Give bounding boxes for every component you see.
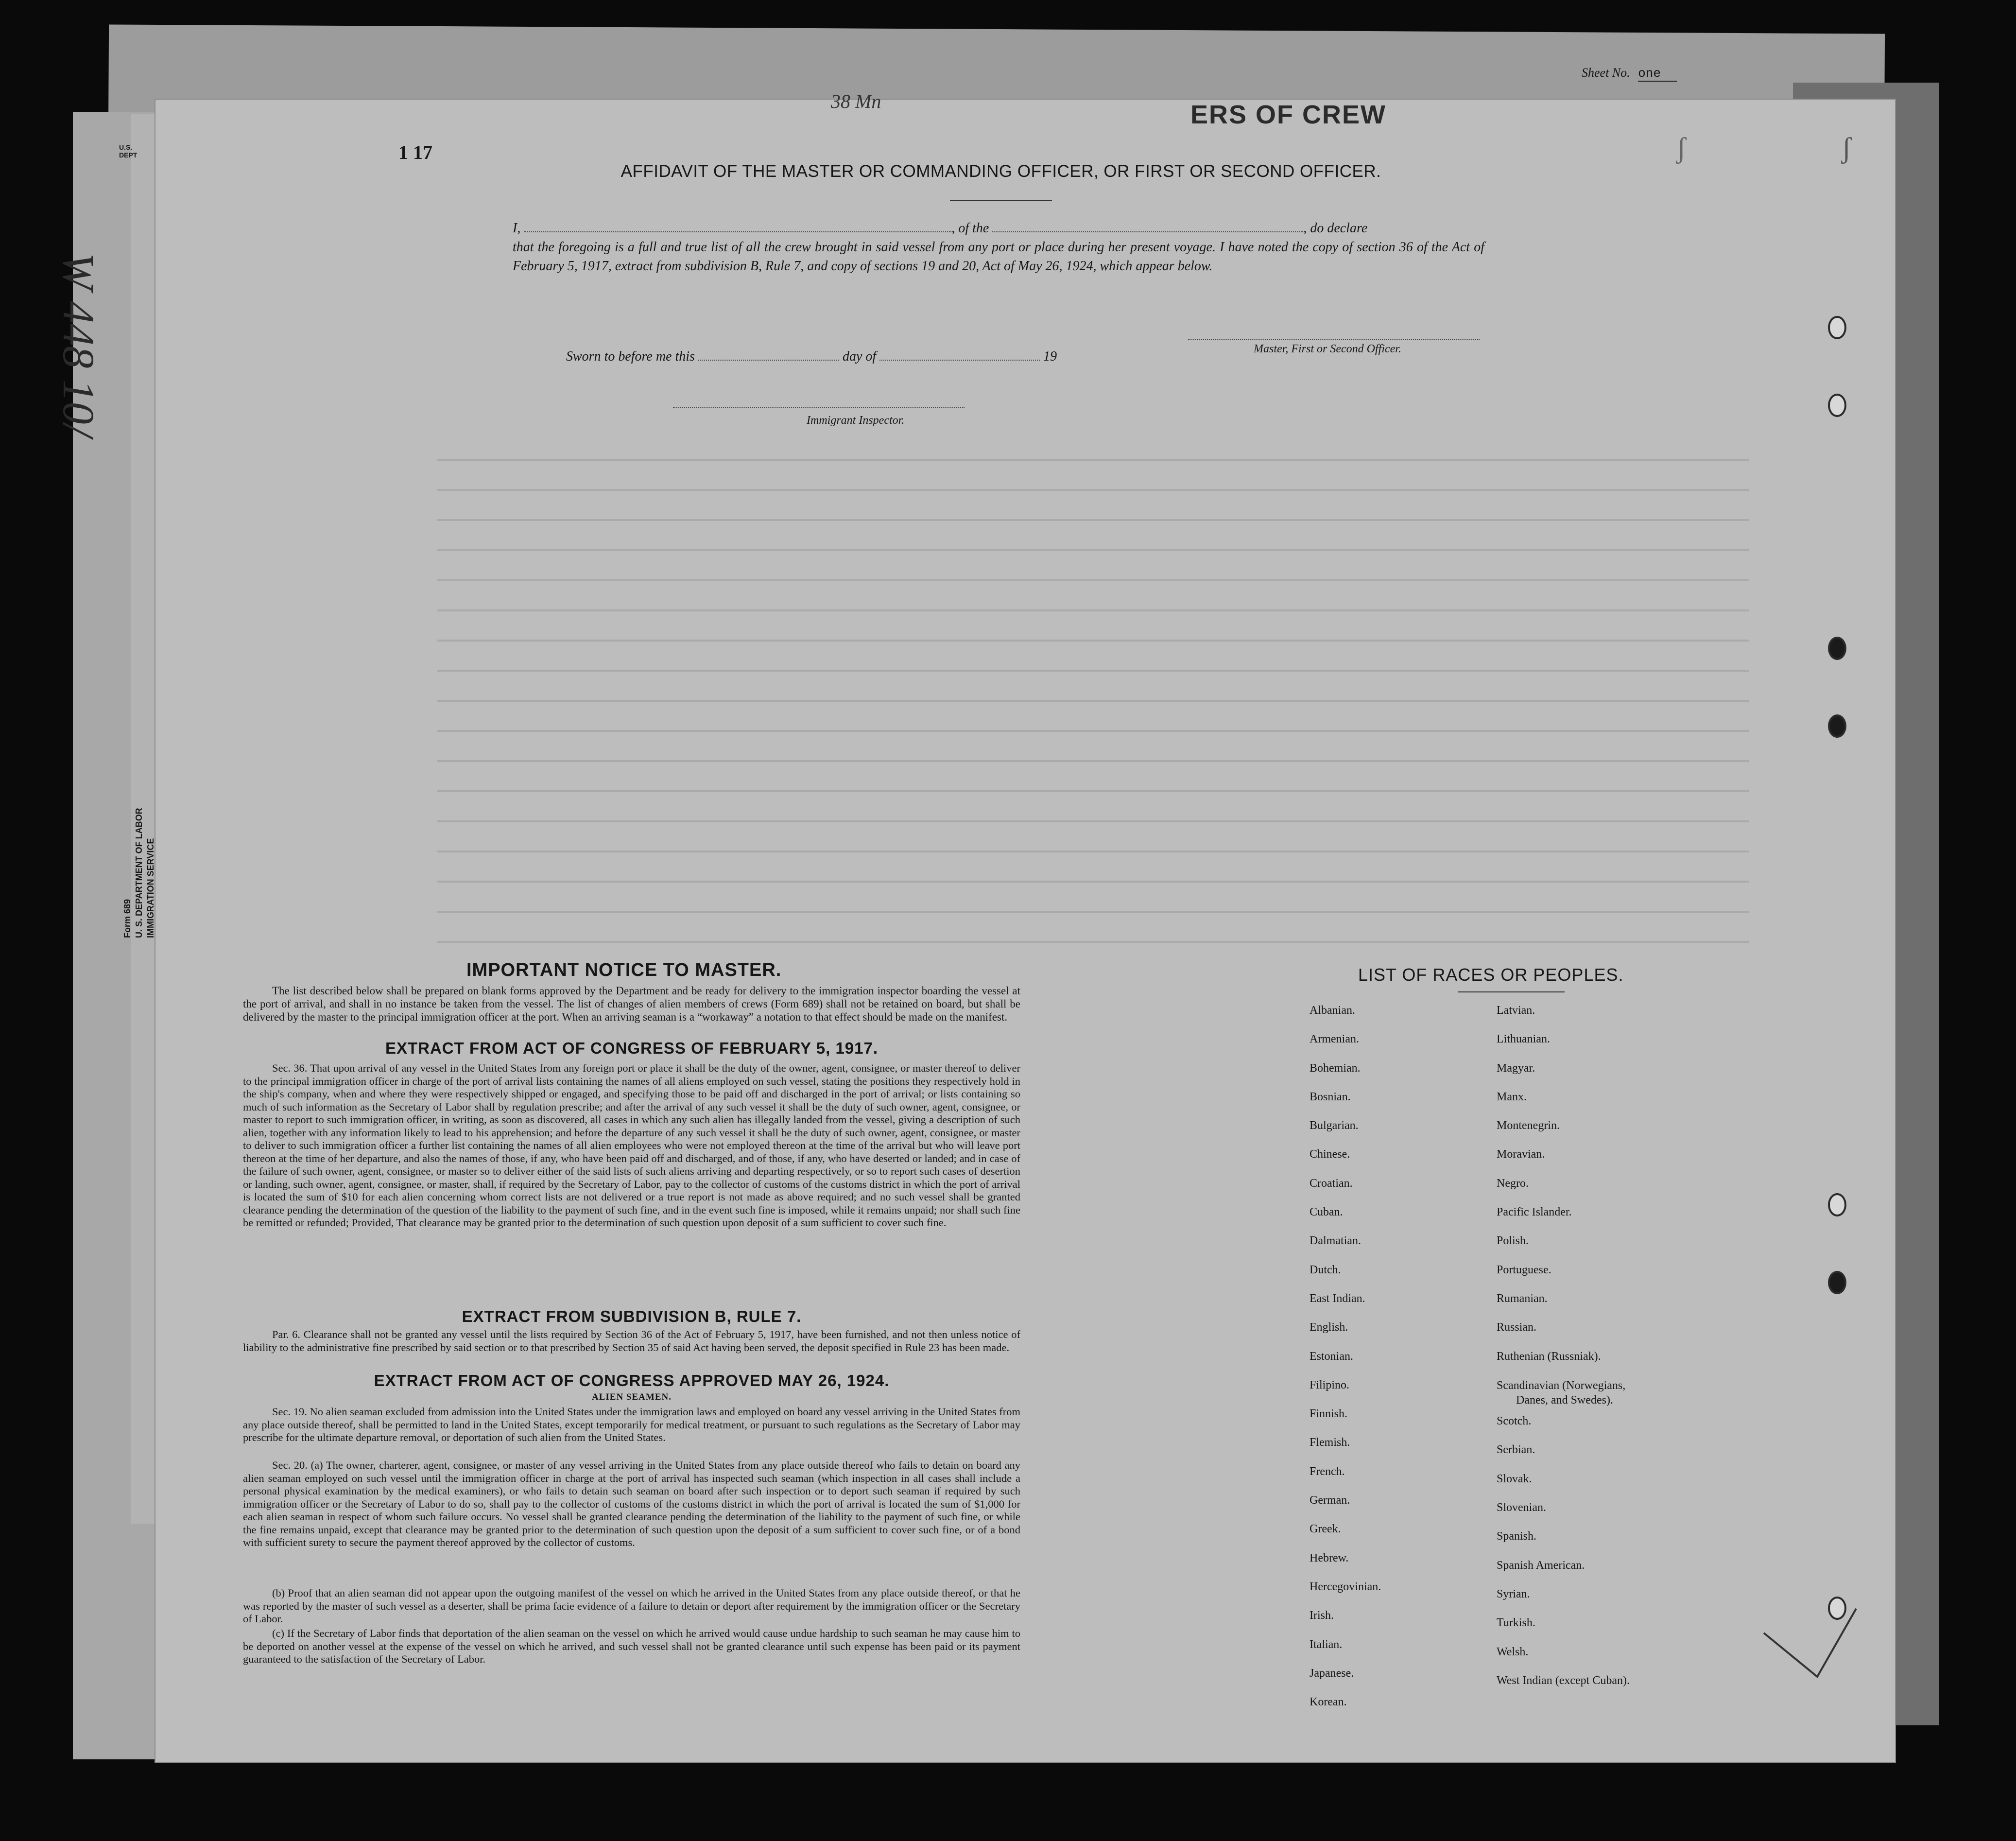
- race-item: Moravian.: [1497, 1148, 1545, 1161]
- extract3-sec19: Sec. 19. No alien seaman excluded from admission into the United States under the immigration laws and employed on board any vessel arriving in the United States from any place outside thereof, shall be permitted to land in the United States, except temporarily for medical treatment, or pursuant to such regulations as the Secretary of Labor may prescribe for the ultimate departure removal, or deportation of such alien from the United States.: [243, 1406, 1020, 1443]
- punch-hole: [1828, 316, 1846, 339]
- race-item: Slovenian.: [1497, 1501, 1546, 1514]
- notice-title: IMPORTANT NOTICE TO MASTER.: [466, 960, 782, 980]
- us-stamp: [119, 143, 137, 159]
- punch-hole: [1828, 394, 1846, 417]
- affidavit-i: I,: [513, 221, 521, 236]
- us-stamp-line1: U.S.: [119, 143, 133, 151]
- race-item: Rumanian.: [1497, 1292, 1548, 1305]
- handwritten-note-top: 38 Mn: [831, 90, 881, 112]
- race-item: Albanian.: [1310, 1004, 1355, 1017]
- race-item: Polish.: [1497, 1234, 1529, 1248]
- races-title: LIST OF RACES OR PEOPLES.: [1358, 965, 1624, 985]
- race-item: Ruthenian (Russniak).: [1497, 1350, 1601, 1363]
- extract3-sec20c: (c) If the Secretary of Labor finds that deportation of the alien seaman on the vessel on which he arrived would cause undue hardship to such seaman he may cause him to be deported on another vessel at the expense of the vessel on which he arrived, and such vessel shall not be granted clearance until such expense has been paid or its payment guaranteed to the satisfaction of the Secretary of Labor.: [243, 1627, 1020, 1665]
- inspector-label: Immigrant Inspector.: [807, 414, 905, 427]
- extract1-body: Sec. 36. That upon arrival of any vessel in the United States from any foreign port or place it shall be the duty of the owner, agent, consignee, or master thereof to deliver to the principal immigration officer in charge of the port of arrival lists containing the names of all aliens employed on such vessel, stating the positions they respectively hold in the ship's company, when and where they were respectively shipped or engaged, and specifying those to be paid off and discharged in the port of arrival; or lists containing so much of such information as the Secretary of Labor shall by regulation prescribe; and after the arrival of any such vessel it shall be the duty of such owner, agent, consignee, or master to report to such immigration officer, in writing, as soon as discovered, all cases in which any such alien has illegally landed from the vessel, giving a description of such alien, together with any information likely to lead to his apprehension; and before the departure of any such vessel it shall be the duty of such owner, agent, consignee, or master to deliver to such immigration officer a further list containing the names of all alien employees who were not employed thereon at the time of the arrival but who will leave port thereon at the time of her departure, and also the names of those, if any, who have been paid off and discharged, and of those, if any, who have deserted or landed; and in case of the failure of such owner, agent, consignee, or master so to deliver either of the said lists of such aliens arriving and departing respectively, or so to report such cases of desertion or landing, such owner, agent, consignee, or master, shall, if required by the Secretary of Labor, pay to the collector of customs of the customs district in which the port of arrival is located the sum of $10 for each alien concerning whom correct lists are not delivered or a true report is not made as above required; and no such vessel shall be granted clearance pending the determination of the question of the liability to the payment of such fine, and in the event such fine is imposed, while it remains unpaid; nor shall such fine be remitted or refunded; Provided, That clearance may be granted prior to the determination of such question upon deposit of a sum sufficient to cover such fine.: [243, 1062, 1020, 1229]
- race-item: Cuban.: [1310, 1206, 1343, 1219]
- races-column-1: [1310, 996, 1504, 1717]
- service: IMMIGRATION SERVICE: [146, 838, 155, 938]
- affidavit-of-the: , of the: [951, 221, 989, 236]
- divider: [950, 200, 1052, 201]
- form-number: Form 689: [122, 899, 132, 938]
- day-of-label: day of: [842, 349, 877, 364]
- race-item: Portuguese.: [1497, 1263, 1551, 1276]
- handwritten-margin-note: W 448 10/: [54, 253, 103, 437]
- race-item: Armenian.: [1310, 1033, 1359, 1046]
- race-item: Turkish.: [1497, 1616, 1535, 1630]
- extract2-body: Par. 6. Clearance shall not be granted any vessel until the lists required by Section 36 of the Act of February 5, 1917, have been furnished, and not then unless notice of liability to the administrative fine prescribed by said section or to that prescribed by Section 35 of said Act having been served, the deposit specified in Rule 23 has been made.: [243, 1328, 1020, 1354]
- race-item: Irish.: [1310, 1609, 1334, 1622]
- affidavit-title: AFFIDAVIT OF THE MASTER OR COMMANDING OFFICER, OR FIRST OR SECOND OFFICER.: [620, 162, 1381, 181]
- race-item: Russian.: [1497, 1321, 1537, 1334]
- punch-hole: [1828, 714, 1846, 738]
- sheet-number-value: one: [1638, 66, 1677, 82]
- race-item: Spanish.: [1497, 1530, 1537, 1543]
- race-item: Estonian.: [1310, 1350, 1353, 1363]
- race-item: German.: [1310, 1494, 1350, 1507]
- bleed-through-title: ERS OF CREW: [1190, 100, 1387, 129]
- race-item: Bosnian.: [1310, 1090, 1351, 1103]
- race-item: Finnish.: [1310, 1407, 1348, 1421]
- affidavit-do-declare: , do declare: [1303, 221, 1368, 236]
- us-stamp-line2: DEPT: [119, 151, 138, 159]
- pencil-check-icon: [1759, 1604, 1866, 1682]
- sheet-number: [1582, 66, 1677, 82]
- affidavit-first-line: [513, 219, 1484, 238]
- sworn-label: Sworn to before me this: [566, 349, 695, 364]
- race-item: Japanese.: [1310, 1667, 1354, 1680]
- race-item: Montenegrin.: [1497, 1119, 1560, 1132]
- sheet-number-label: Sheet No.: [1582, 66, 1630, 80]
- race-item: West Indian (except Cuban).: [1497, 1674, 1630, 1687]
- race-item: Latvian.: [1497, 1004, 1535, 1017]
- race-item: English.: [1310, 1321, 1348, 1334]
- race-item-line: Scandinavian (Norwegians,: [1497, 1379, 1626, 1392]
- race-item-line: Danes, and Swedes).: [1516, 1393, 1613, 1407]
- signature-line[interactable]: [1188, 339, 1480, 340]
- race-item: Scotch.: [1497, 1415, 1532, 1428]
- affidavit-text: that the foregoing is a full and true list of all the crew brought in said vessel from any port or place during her present voyage. I have noted the copy of section 36 of the Act of February 5, 1917, extract from subdivision B, Rule 7, and copy of sections 19 and 20, Act of May 26, 1924, which appear below.: [513, 240, 1484, 274]
- divider: [1458, 991, 1565, 992]
- race-item: [1497, 1371, 1740, 1407]
- notice-body: The list described below shall be prepared on blank forms approved by the Department and be ready for delivery to the immigration inspector boarding the vessel at the port of arrival, and shall in no instance be taken from the vessel. The list of changes of alien members of crews (Form 689) shall not be retained on board, but shall be delivered by the master to the principal immigration officer at the port. When an arriving seaman is a “workaway” a notation to that effect should be made on the manifest.: [243, 985, 1020, 1023]
- race-item: Greek.: [1310, 1523, 1341, 1536]
- race-item: Filipino.: [1310, 1378, 1350, 1391]
- race-item: Spanish American.: [1497, 1559, 1585, 1572]
- punch-hole: [1828, 637, 1846, 660]
- race-item: French.: [1310, 1465, 1345, 1478]
- extract3-title: EXTRACT FROM ACT OF CONGRESS APPROVED MAY 26, 1924.: [374, 1372, 890, 1389]
- race-item: Italian.: [1310, 1638, 1343, 1651]
- department: U. S. DEPARTMENT OF LABOR: [134, 808, 144, 938]
- inspector-line[interactable]: [673, 407, 965, 408]
- affidavit-body: [513, 219, 1484, 276]
- race-item: Dalmatian.: [1310, 1234, 1361, 1248]
- race-item: Dutch.: [1310, 1263, 1341, 1276]
- name-blank[interactable]: [524, 231, 951, 232]
- signature-label: Master, First or Second Officer.: [1254, 343, 1401, 355]
- race-item: Korean.: [1310, 1696, 1347, 1709]
- race-item: Lithuanian.: [1497, 1033, 1550, 1046]
- race-item: Bohemian.: [1310, 1061, 1361, 1075]
- race-item: Magyar.: [1497, 1061, 1535, 1075]
- year-label: 19: [1043, 349, 1057, 364]
- corner-mark: ʃ: [1676, 132, 1686, 164]
- punch-hole: [1828, 1271, 1846, 1294]
- sworn-month-blank[interactable]: [879, 360, 1040, 361]
- races-column-2: [1497, 996, 1740, 1695]
- sworn-day-blank[interactable]: [698, 360, 839, 361]
- sworn-line: [566, 349, 1057, 365]
- race-item: Slovak.: [1497, 1472, 1532, 1485]
- vessel-blank[interactable]: [992, 231, 1303, 232]
- race-item: Negro.: [1497, 1177, 1529, 1190]
- race-item: Pacific Islander.: [1497, 1206, 1572, 1219]
- race-item: Flemish.: [1310, 1436, 1350, 1449]
- race-item: Chinese.: [1310, 1148, 1350, 1161]
- extract1-title: EXTRACT FROM ACT OF CONGRESS OF FEBRUARY 5, 1917.: [385, 1039, 879, 1057]
- extract3-subtitle: ALIEN SEAMEN.: [592, 1392, 672, 1402]
- top-left-mark: 1 17: [398, 141, 432, 163]
- race-item: Welsh.: [1497, 1645, 1529, 1658]
- race-item: Serbian.: [1497, 1443, 1535, 1457]
- race-item: Croatian.: [1310, 1177, 1353, 1190]
- bleed-through-crew-table: [437, 437, 1749, 948]
- corner-mark: ʃ: [1842, 132, 1851, 164]
- extract2-title: EXTRACT FROM SUBDIVISION B, RULE 7.: [462, 1307, 802, 1325]
- form-stamp: [121, 808, 156, 938]
- race-item: Bulgarian.: [1310, 1119, 1359, 1132]
- race-item: Manx.: [1497, 1090, 1527, 1103]
- race-item: Syrian.: [1497, 1587, 1530, 1600]
- race-item: Hercegovinian.: [1310, 1580, 1381, 1593]
- extract3-sec20a: Sec. 20. (a) The owner, charterer, agent, consignee, or master of any vessel arriving in the United States from any place outside thereof who fails to detain on board any alien seaman employed on such vessel until the immigration officer in charge at the port of arrival has inspected such seaman (which inspection in all cases shall include a personal physical examination by the medical examiners), or who fails to detain such seaman on board after such inspection or to deport such seaman if required by such immigration officer or the Secretary of Labor to do so, shall pay to the collector of customs of the customs district in which the port of arrival is located the sum of $1,000 for each alien seaman in respect of whom such failure occurs. No vessel shall be granted clearance pending the determination of the liability to the payment of such fine, or while the fine remains unpaid, except that clearance may be granted prior to the determination of such question upon the deposit of a sum sufficient to cover such fine, or of a bond with sufficient surety to secure the payment thereof approved by the collector of customs.: [243, 1459, 1020, 1548]
- extract3-sec20b: (b) Proof that an alien seaman did not appear upon the outgoing manifest of the vessel on which he arrived in the United States from any place outside thereof, or that he was reported by the master of such vessel as a deserter, shall be prima facie evidence of a failure to detain or deport after requirement by the immigration officer or the Secretary of Labor.: [243, 1587, 1020, 1625]
- race-item: East Indian.: [1310, 1292, 1365, 1305]
- punch-hole: [1828, 1193, 1846, 1216]
- race-item: Hebrew.: [1310, 1551, 1349, 1564]
